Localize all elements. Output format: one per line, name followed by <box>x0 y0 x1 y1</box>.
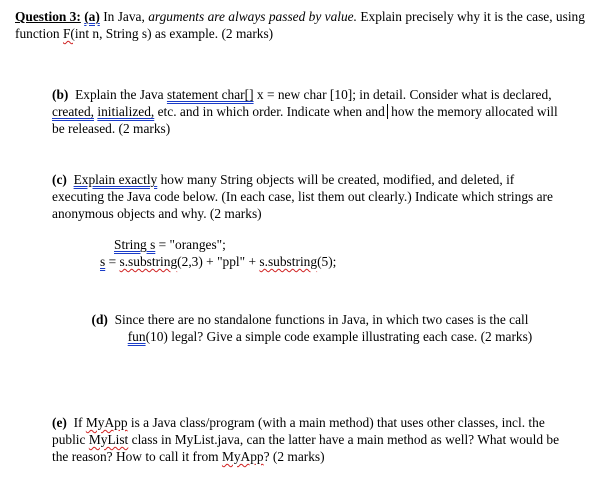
question-3e <box>52 414 567 465</box>
question-3a <box>15 8 599 42</box>
question-3d <box>60 311 560 345</box>
code-s: s <box>100 254 106 269</box>
qb-text-mid: x = new char [10]; in detail. Consider what is declared, <box>256 87 552 102</box>
qd-line-1 <box>60 311 560 328</box>
text-cursor <box>387 104 388 119</box>
q3-text-pre: In Java, <box>103 9 145 24</box>
qd-text-a: Since there are no standalone functions in Java, in which two cases is the call <box>114 312 529 327</box>
q3-text-italic: arguments are always passed by value. <box>148 9 357 24</box>
code-line1-rest: = "oranges"; <box>158 237 226 252</box>
code-line-1 <box>100 236 520 253</box>
qc-text: how many String objects will be created, modified, and deleted, if executing the Java code below. (In each case, list them out clearly.) Indicate which strings are anonymous objects and why. (2 marks) <box>52 172 553 221</box>
qb-created: created, <box>52 104 94 119</box>
part-label-d: (d) <box>91 312 108 327</box>
part-label-e: (e) <box>52 415 67 430</box>
qb-text-end: how the memory allocated will be released. (2 marks) <box>52 104 558 136</box>
q3-text-mid: Explain precisely why it is the case, using function <box>15 9 585 41</box>
part-label-a: (a) <box>84 9 100 24</box>
qe-mylist: MyList <box>88 432 129 447</box>
qb-text-post: etc. and in which order. Indicate when and <box>157 104 385 119</box>
qd-text-b: (10) legal? Give a simple code example illustrating each case. (2 marks) <box>145 329 533 344</box>
code-args: (2,3) + "ppl" + <box>177 254 257 269</box>
part-label-b: (b) <box>52 87 69 102</box>
code-block <box>100 236 520 270</box>
qd-fun: fun <box>127 329 146 344</box>
question-3c <box>52 171 567 222</box>
qe-text-c: ? (2 marks) <box>263 449 325 464</box>
qe-myapp-2: MyApp <box>221 449 264 464</box>
code-line-2 <box>100 253 520 270</box>
part-label-c: (c) <box>52 172 67 187</box>
qb-statement: statement char[] <box>166 87 254 102</box>
q3-func-name: F( <box>62 26 75 41</box>
qe-text-b: class in MyList.java, can the latter have a main method as well? What would be the reason? How to call it from <box>52 432 560 464</box>
question-heading: Question 3: <box>15 9 81 24</box>
qd-line-2 <box>60 328 560 345</box>
code-substring-1: s.substring <box>119 254 178 269</box>
code-end: (5); <box>317 254 337 269</box>
q3-marks: (2 marks) <box>221 26 274 41</box>
qe-text-a: is a Java class/program (with a main method) that uses other classes, incl. the public <box>52 415 545 447</box>
qe-if: If <box>73 415 83 430</box>
code-substring-2: s.substring <box>259 254 318 269</box>
qb-initialized: initialized, <box>97 104 155 119</box>
qb-text-pre: Explain the Java <box>75 87 164 102</box>
qe-myapp: MyApp <box>85 415 128 430</box>
code-eq: = <box>108 254 117 269</box>
q3-func-sig: int n, String s) as example. <box>74 26 219 41</box>
question-3b <box>52 86 567 137</box>
code-string-decl: String s <box>114 237 156 252</box>
qc-explain-exactly: Explain exactly <box>73 172 158 187</box>
